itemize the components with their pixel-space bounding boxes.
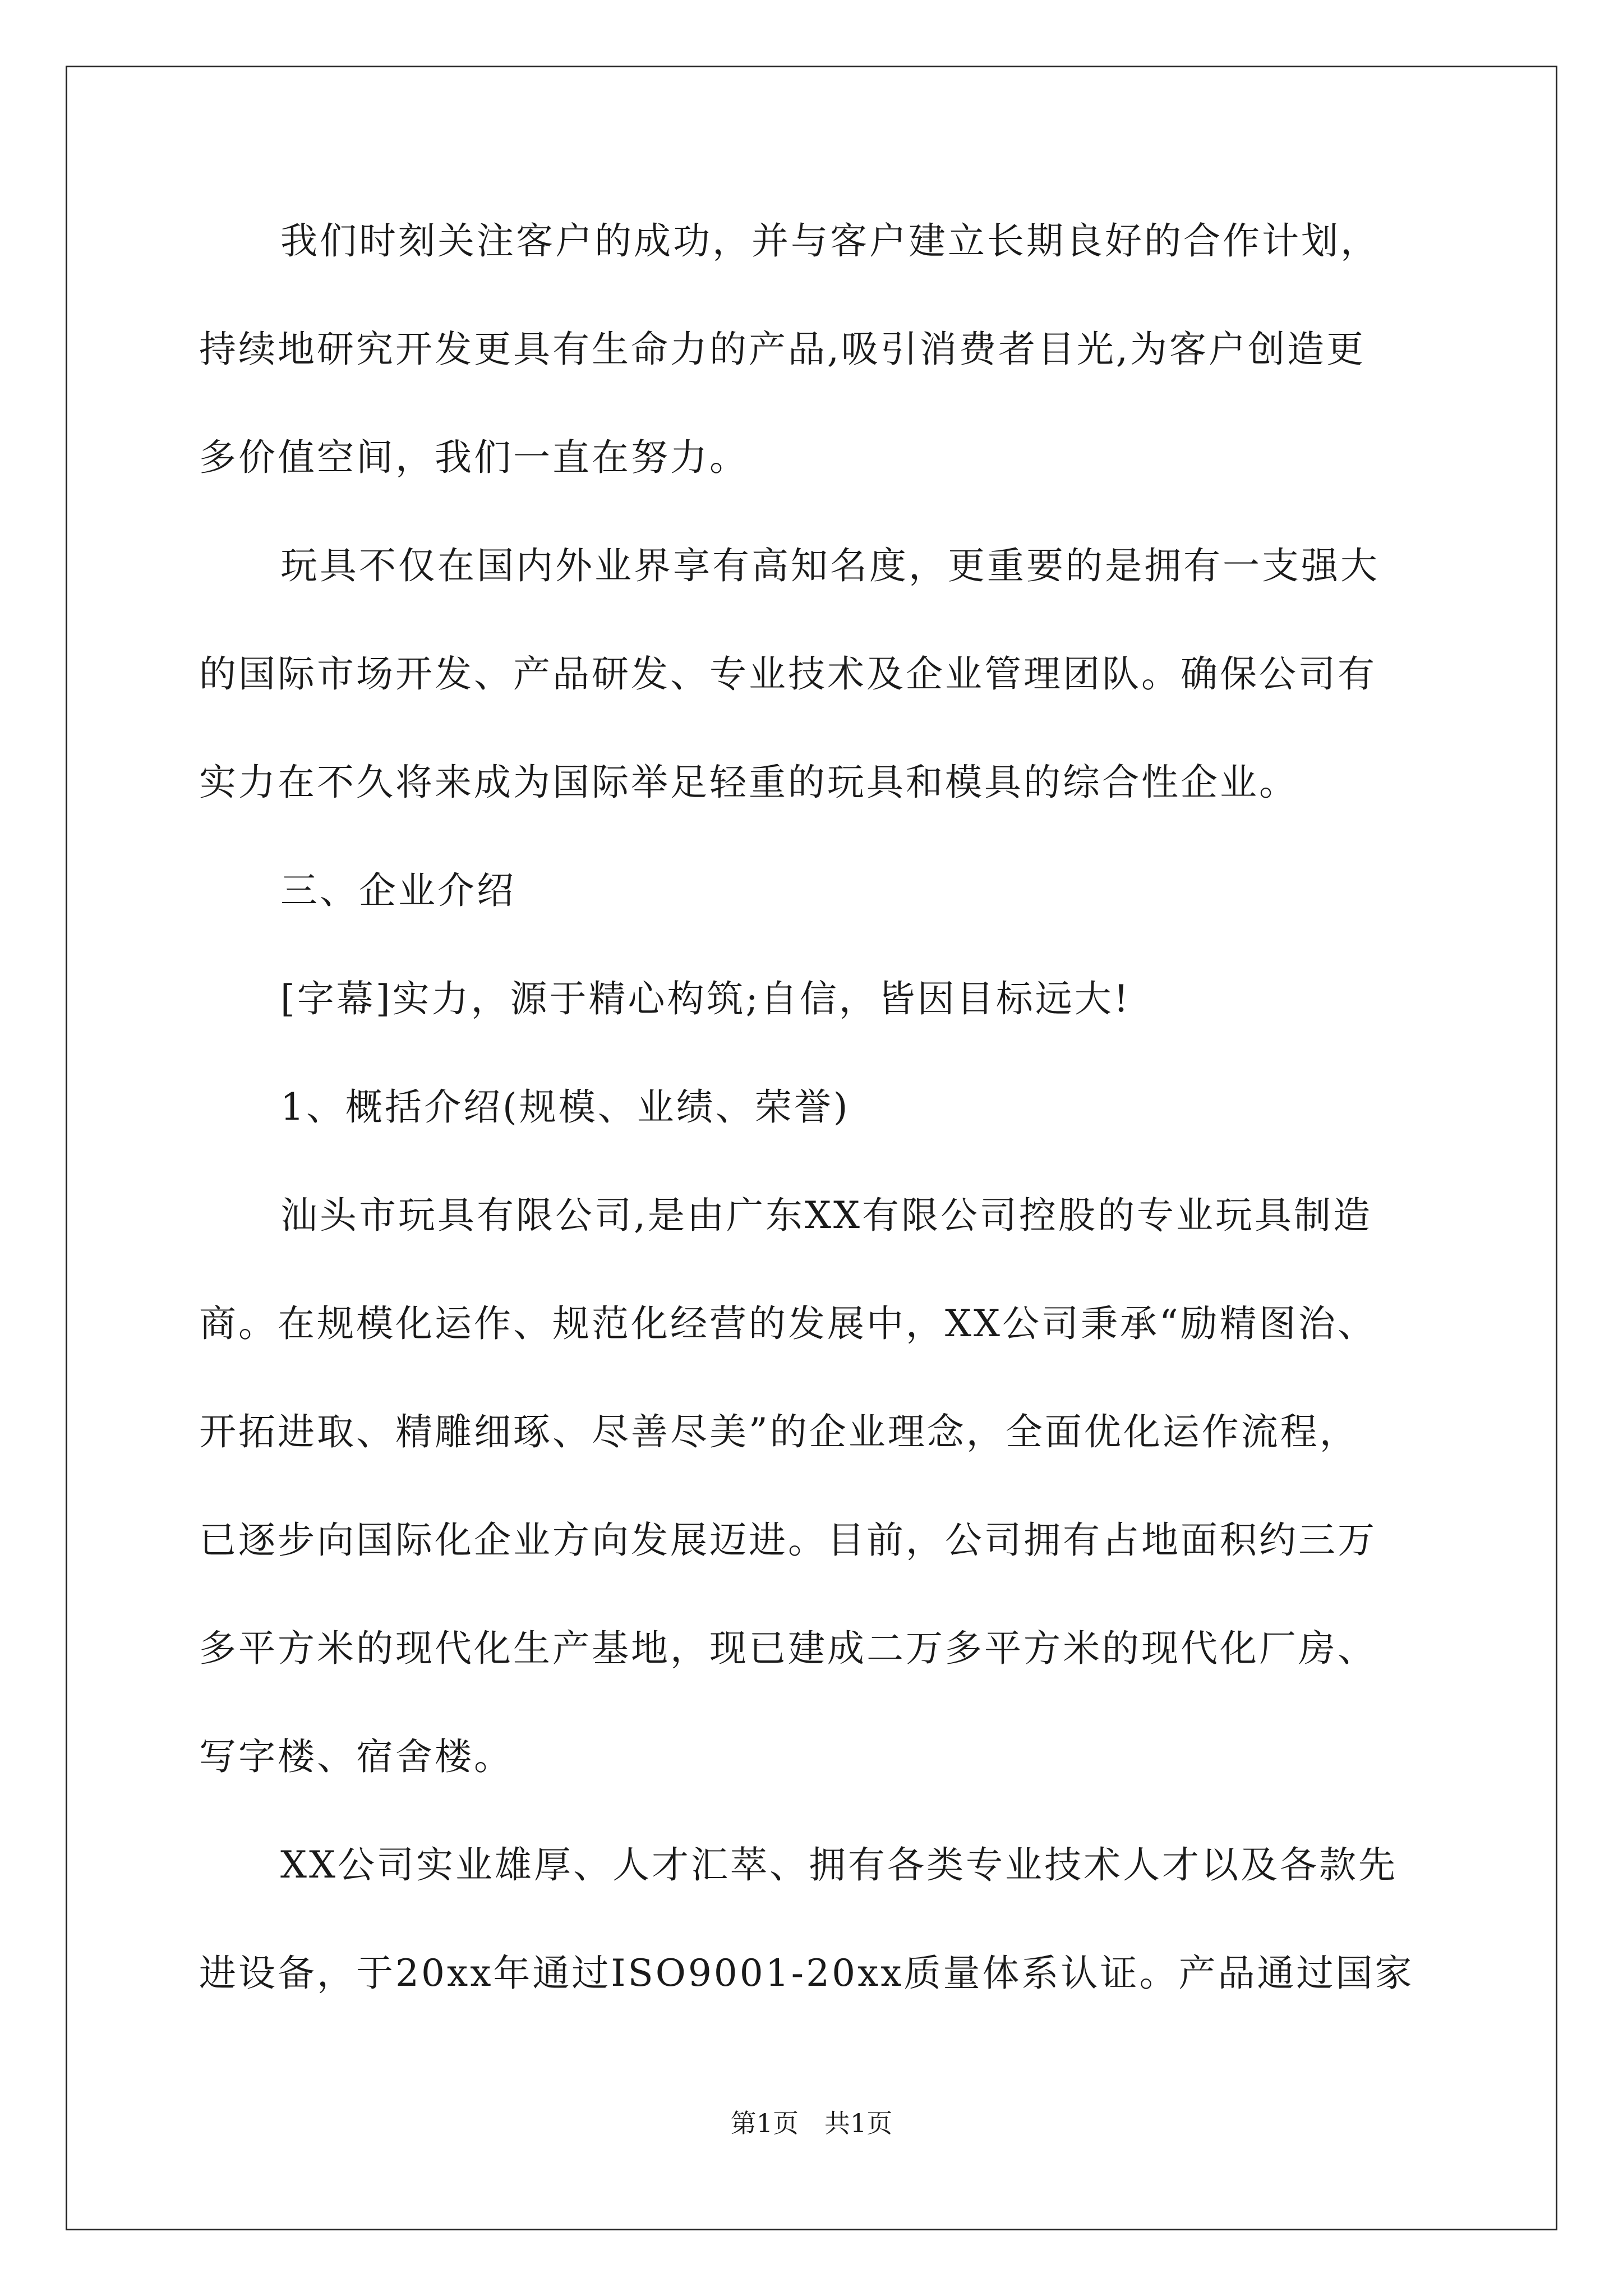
paragraph-line: 的国际市场开发、产品研发、专业技术及企业管理团队。确保公司有 [199,652,1377,696]
paragraph-line: 多价值空间，我们一直在努力。 [199,436,749,479]
paragraph-line: 我们时刻关注客户的成功，并与客户建立长期良好的合作计划， [280,219,1380,263]
paragraph-line: 已逐步向国际化企业方向发展迈进。目前，公司拥有占地面积约三万 [199,1519,1377,1562]
subsection-heading: 1、概括介绍(规模、业绩、荣誉) [280,1085,850,1129]
paragraph-line: 实力在不久将来成为国际举足轻重的玩具和模具的综合性企业。 [199,761,1298,804]
paragraph-line: 玩具不仅在国内外业界享有高知名度，更重要的是拥有一支强大 [280,544,1380,587]
paragraph-line: XX公司实业雄厚、人才汇萃、拥有各类专业技术人才以及各款先 [280,1843,1398,1887]
paragraph-line: 开拓进取、精雕细琢、尽善尽美”的企业理念，全面优化运作流程， [199,1410,1359,1453]
page-number-footer: 第1页 共1页 [730,2108,893,2138]
paragraph-line: 汕头市玩具有限公司,是由广东XX有限公司控股的专业玩具制造 [280,1194,1372,1237]
paragraph-line: 持续地研究开发更具有生命力的产品,吸引消费者目光,为客户创造更 [199,328,1366,371]
paragraph-line: 写字楼、宿舍楼。 [199,1735,513,1778]
paragraph-line: 商。在规模化运作、规范化经营的发展中，XX公司秉承“励精图治、 [199,1302,1377,1345]
paragraph-line: 多平方米的现代化生产基地，现已建成二万多平方米的现代化厂房、 [199,1627,1377,1670]
paragraph-line: [字幕]实力，源于精心构筑;自信，皆因目标远大! [280,977,1131,1020]
section-heading: 三、企业介绍 [280,869,516,912]
paragraph-line: 进设备，于20xx年通过ISO9001-20xx质量体系认证。产品通过国家 [199,1952,1414,1995]
page-border [66,66,1557,2230]
